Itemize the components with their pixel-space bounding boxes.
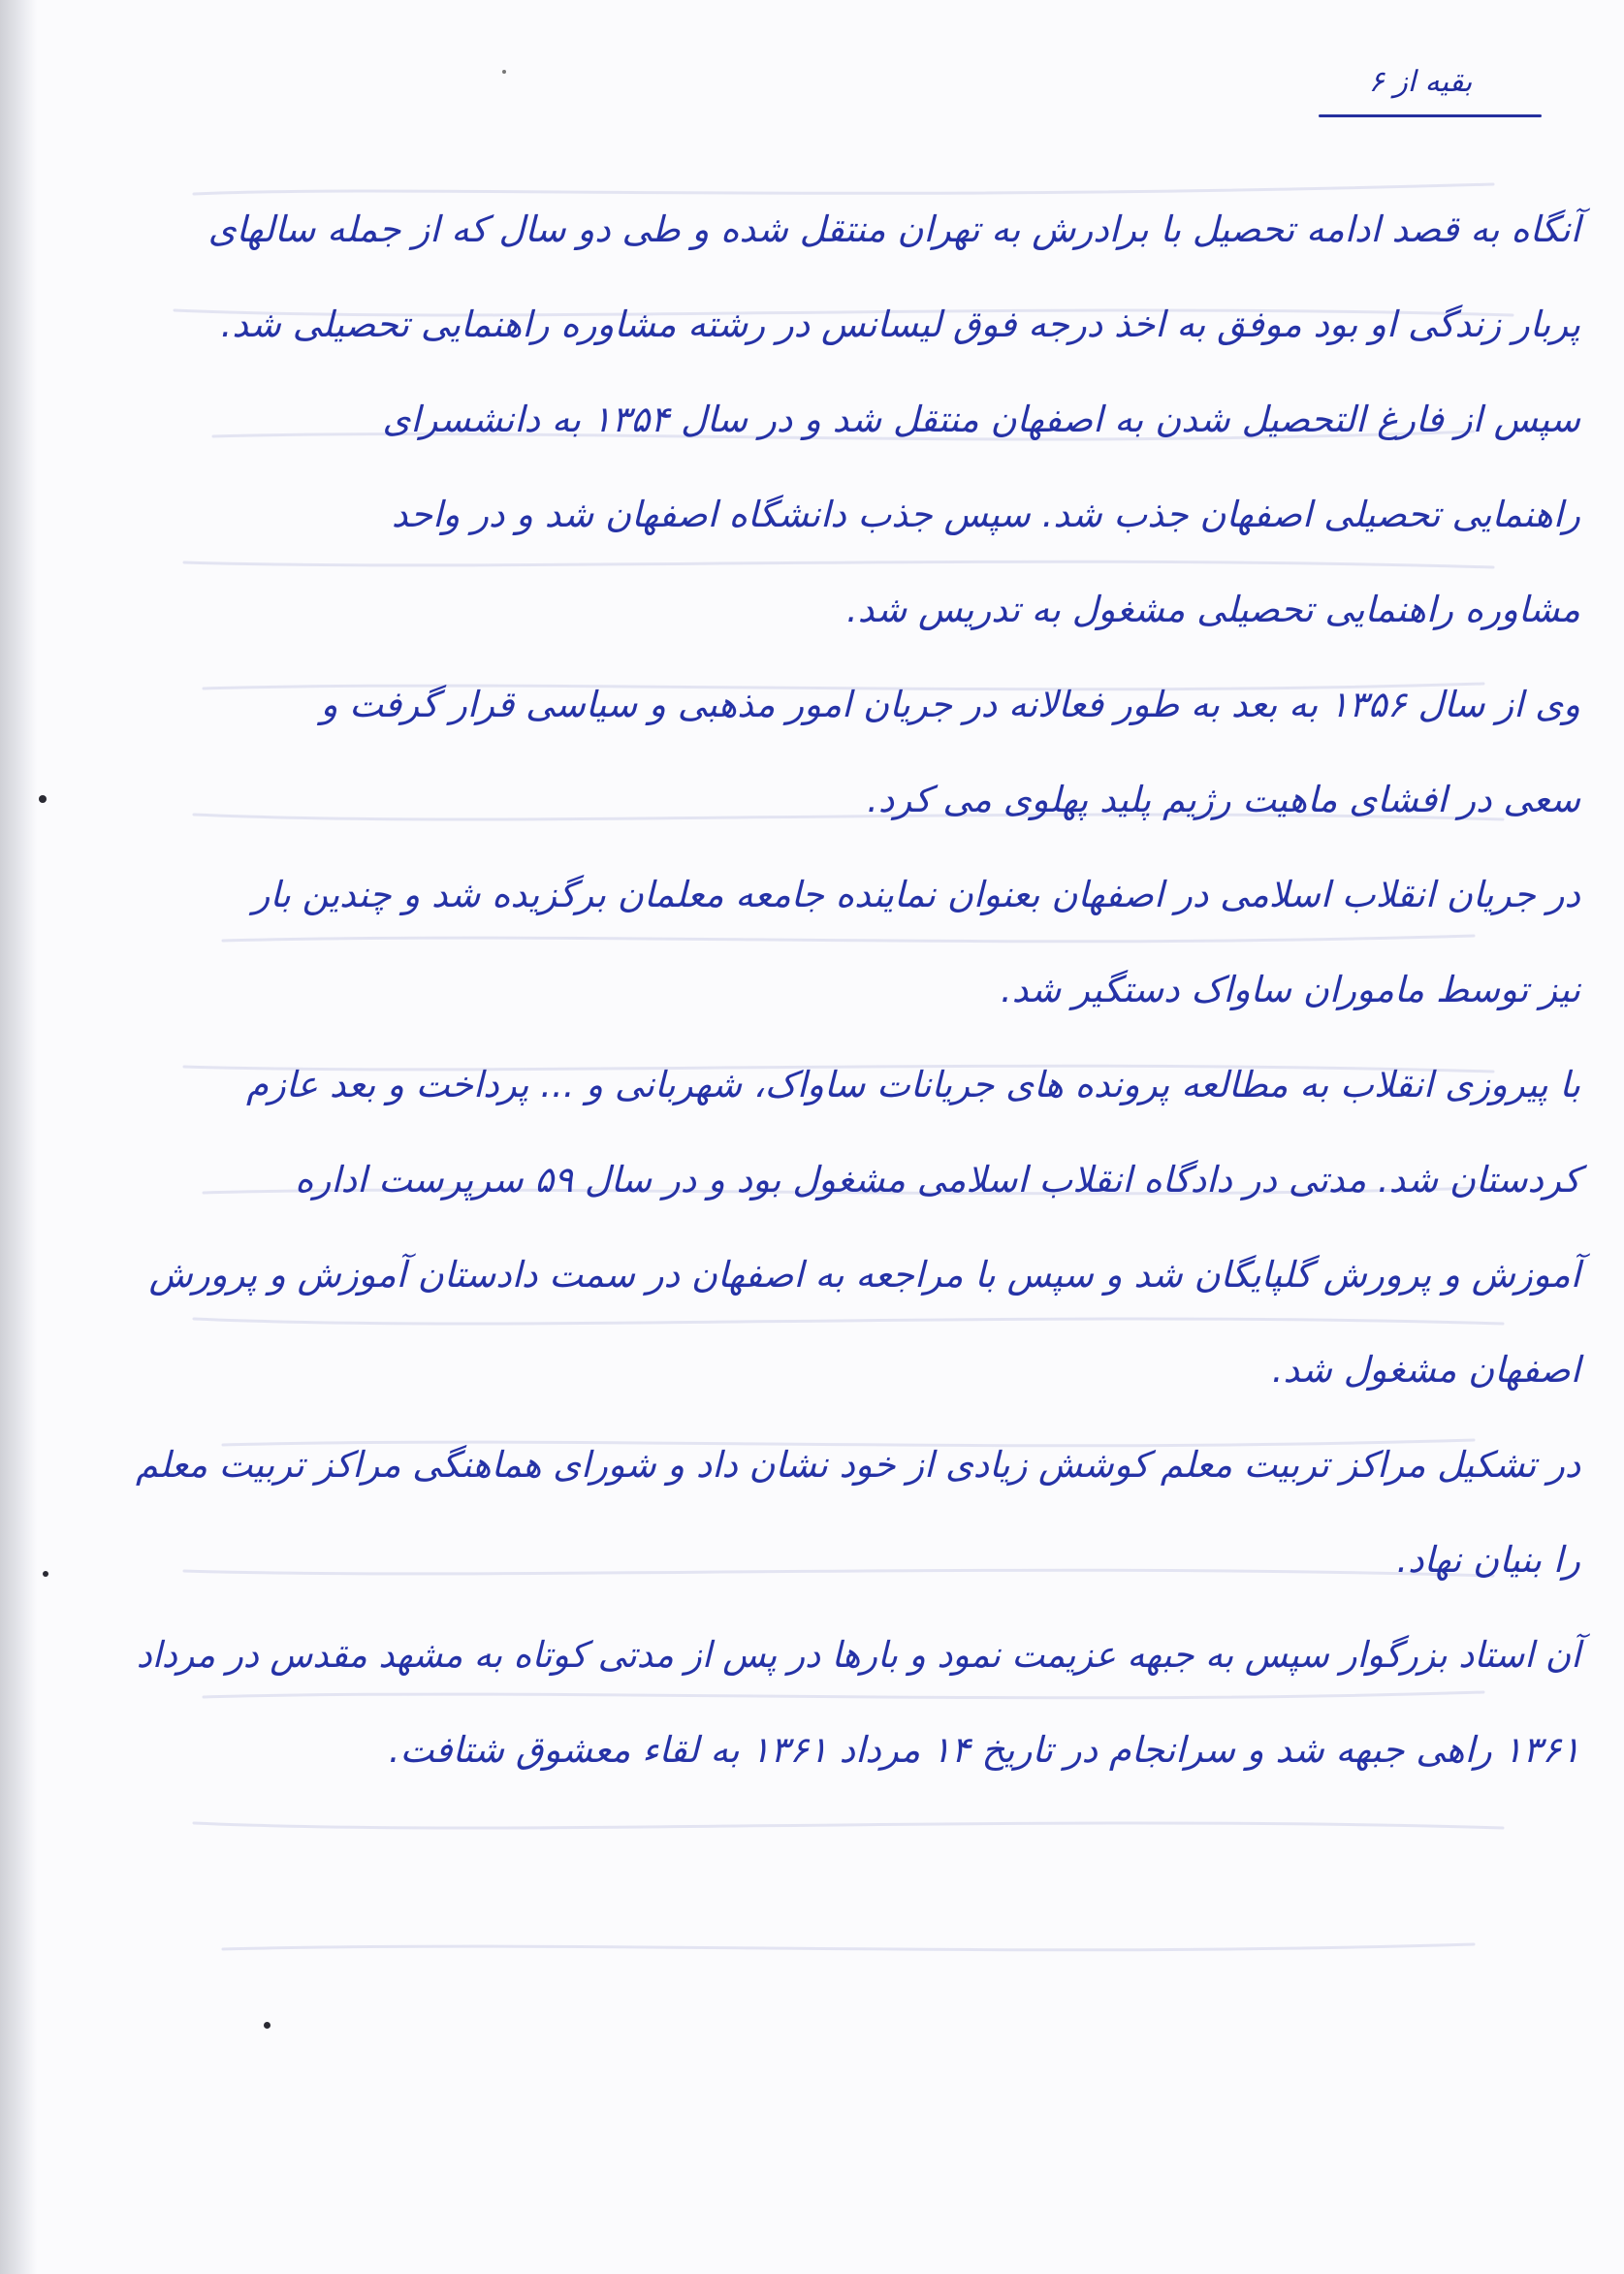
text-line: راهنمایی تحصیلی اصفهان جذب شد. سپس جذب دانشگاه اصفهان شد و در واحد xyxy=(391,494,1580,535)
text-line: ۱۳۶۱ راهی جبهه شد و سرانجام در تاریخ ۱۴ مرداد ۱۳۶۱ به لقاء معشوق شتافت. xyxy=(388,1729,1580,1771)
text-line: سپس از فارغ التحصیل شدن به اصفهان منتقل شد و در سال ۱۳۵۴ به دانشسرای xyxy=(382,399,1580,440)
text-line: پربار زندگی او بود موفق به اخذ درجه فوق لیسانس در رشته مشاوره راهنمایی تحصیلی شد. xyxy=(220,304,1580,345)
ink-speck xyxy=(264,2022,271,2029)
margin-dot xyxy=(39,795,47,803)
text-line: آموزش و پرورش گلپایگان شد و سپس با مراجعه به اصفهان در سمت دادستان آموزش و پرورش xyxy=(148,1254,1580,1296)
header-underline xyxy=(1319,114,1542,117)
page-binding-shadow xyxy=(0,0,37,2274)
text-line: کردستان شد. مدتی در دادگاه انقلاب اسلامی مشغول بود و در سال ۵۹ سرپرست اداره xyxy=(295,1159,1580,1201)
text-line: با پیروزی انقلاب به مطالعه پرونده های جریانات ساواک، شهربانی و ... پرداخت و بعد عازم xyxy=(245,1064,1580,1105)
ink-speck xyxy=(502,70,506,74)
text-line: نیز توسط ماموران ساواک دستگیر شد. xyxy=(1001,969,1580,1010)
text-line: سعی در افشای ماهیت رژیم پلید پهلوی می کرد. xyxy=(867,779,1580,820)
text-line: وی از سال ۱۳۵۶ به بعد به طور فعالانه در جریان امور مذهبی و سیاسی قرار گرفت و xyxy=(320,684,1580,725)
continued-from-text: بقیه از ۶ xyxy=(1368,65,1473,99)
continued-from-note xyxy=(1299,58,1542,145)
text-line: آنگاه به قصد ادامه تحصیل با برادرش به تهران منتقل شده و طی دو سال که از جمله سالهای xyxy=(207,208,1580,250)
text-line: در تشکیل مراکز تربیت معلم کوشش زیادی از خود نشان داد و شورای هماهنگی مراکز تربیت معلم xyxy=(135,1444,1580,1486)
text-line: در جریان انقلاب اسلامی در اصفهان بعنوان نماینده جامعه معلمان برگزیده شد و چندین بار xyxy=(252,874,1580,915)
handwritten-text-body xyxy=(126,182,1580,1798)
text-line: اصفهان مشغول شد. xyxy=(1271,1349,1580,1391)
text-line: را بنیان نهاد. xyxy=(1396,1539,1580,1581)
text-line: مشاوره راهنمایی تحصیلی مشغول به تدریس شد. xyxy=(846,589,1580,630)
text-line: آن استاد بزرگوار سپس به جبهه عزیمت نمود و بارها در پس از مدتی کوتاه به مشهد مقدس در مرداد xyxy=(136,1634,1580,1676)
margin-dot xyxy=(43,1571,48,1577)
